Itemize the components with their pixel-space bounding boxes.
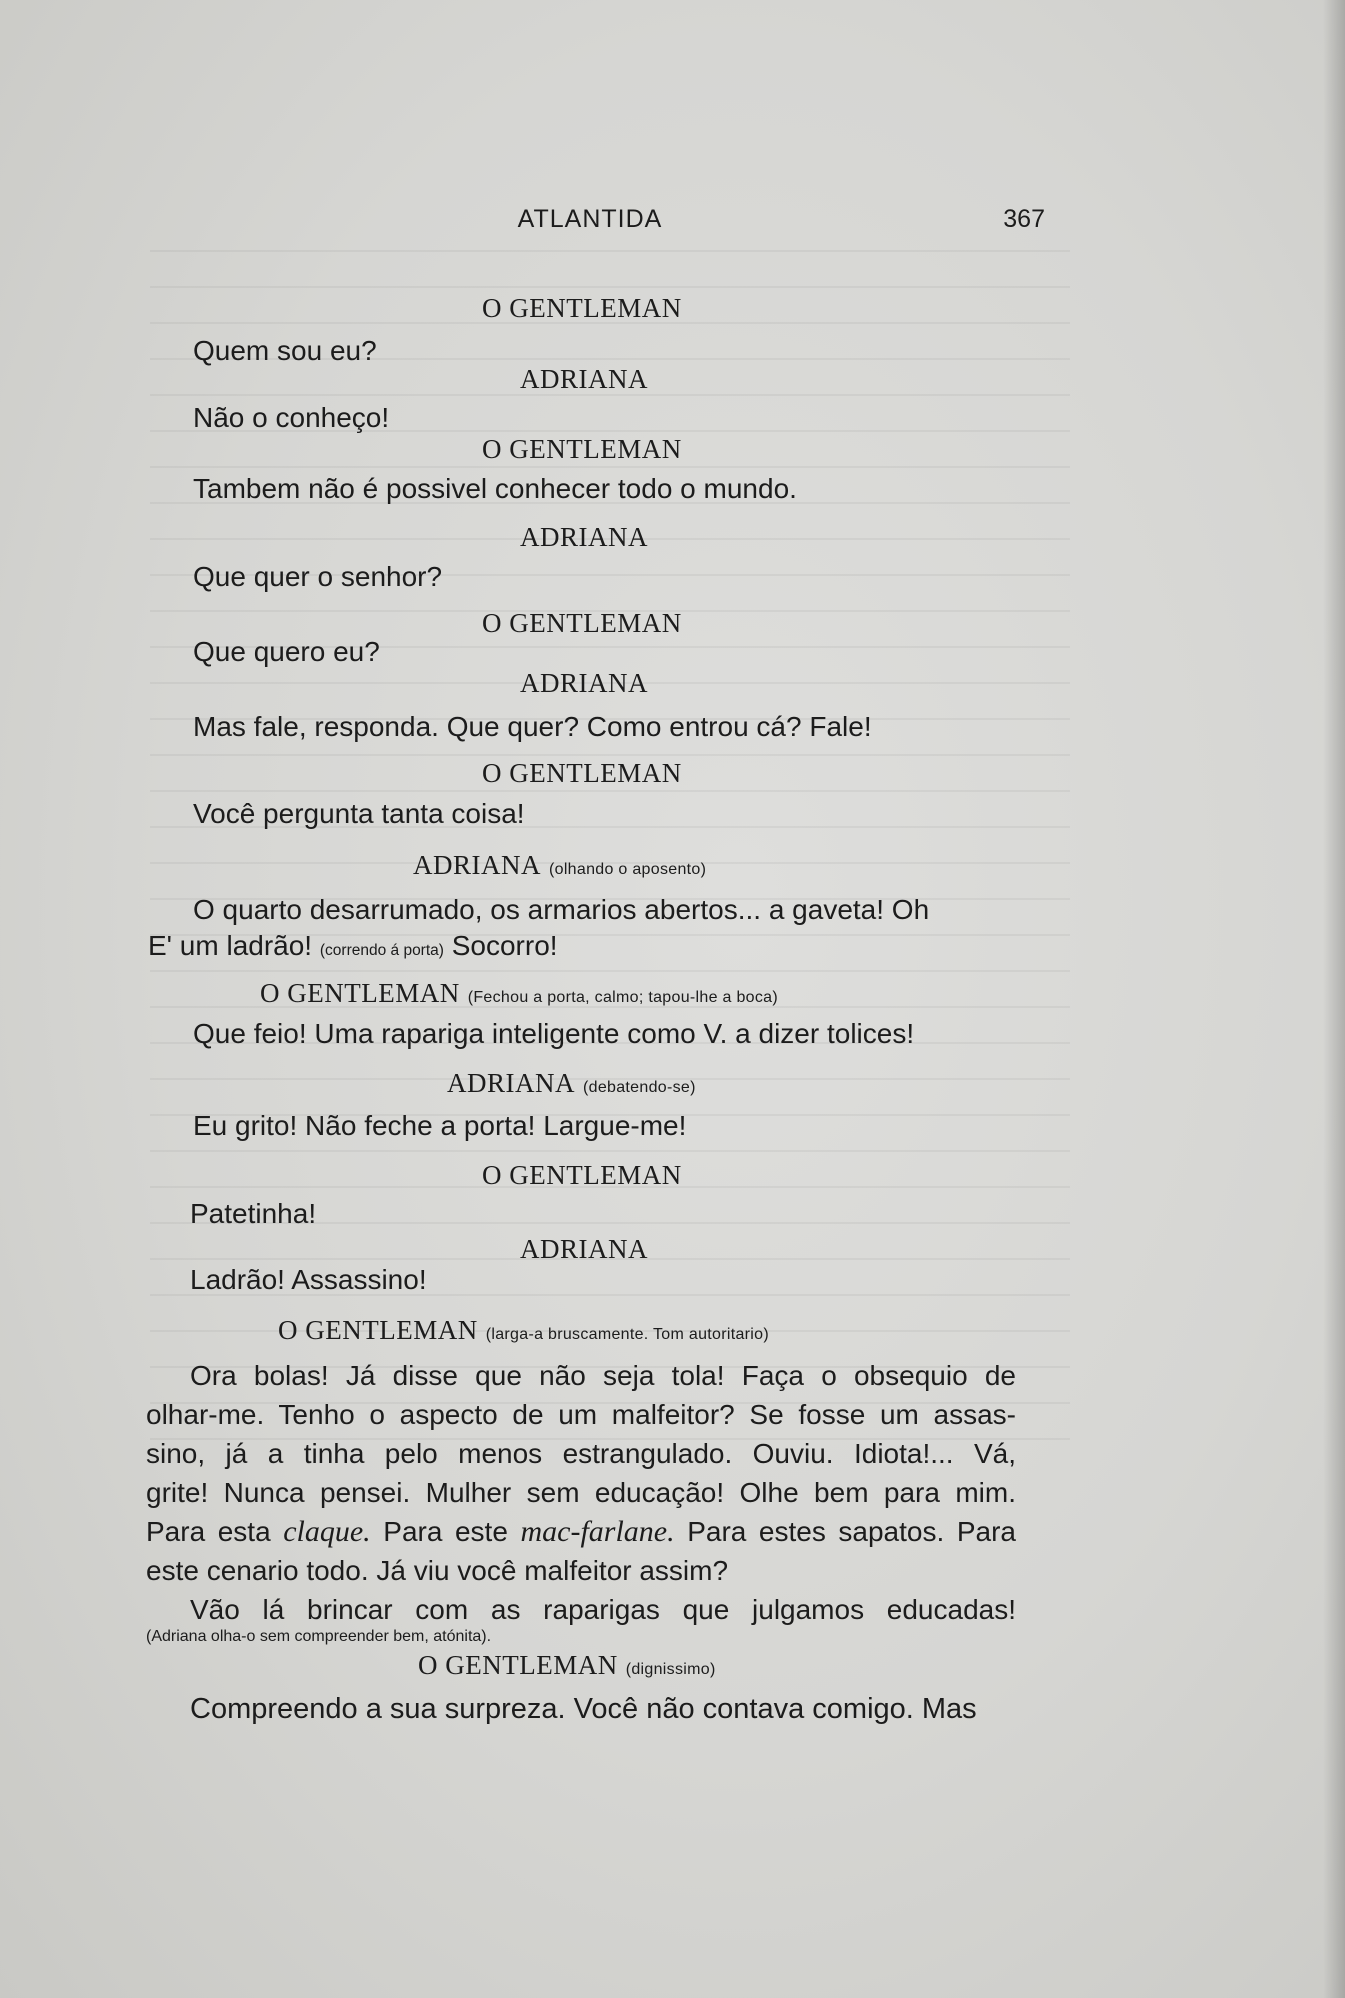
dialogue-line: Mas fale, responda. Que quer? Como entrou cá? Fale! — [193, 711, 872, 742]
speaker-name: O GENTLEMAN — [482, 758, 682, 788]
speaker-name: ADRIANA — [520, 1234, 648, 1264]
stage-direction: (larga-a bruscamente. Tom autoritario) — [485, 1326, 769, 1343]
dialogue-line: Patetinha! — [190, 1198, 317, 1229]
dialogue-line: Eu grito! Não feche a porta! Largue-me! — [193, 1110, 687, 1141]
speaker-name: ADRIANA — [520, 364, 648, 394]
text-line: Vão lá brincar com as raparigas que julgamos educadas! — [190, 1594, 1016, 1625]
text-line — [146, 1512, 1016, 1551]
dialogue-line — [148, 930, 558, 962]
running-header: ATLANTIDA — [517, 205, 663, 233]
dialogue-text: Socorro! — [451, 930, 558, 961]
dialogue-line: Quem sou eu? — [193, 335, 377, 366]
dialogue-line: Você pergunta tanta coisa! — [193, 798, 525, 829]
dialogue-line: Ladrão! Assassino! — [190, 1264, 427, 1295]
speaker-line — [260, 978, 778, 1009]
stage-direction: (Adriana olha-o sem compreender bem, atónita). — [146, 1628, 492, 1645]
italic-term: claque. — [283, 1515, 371, 1548]
text-line: olhar-me. Tenho o aspecto de um malfeitor? Se fosse um assas- — [146, 1399, 1016, 1430]
speaker-line — [413, 850, 706, 881]
stage-direction: (debatendo-se) — [583, 1079, 696, 1096]
speaker-line — [418, 1650, 716, 1681]
speaker-name: ADRIANA — [520, 668, 648, 698]
italic-term: mac-farlane. — [520, 1515, 675, 1548]
speaker-name: O GENTLEMAN — [278, 1315, 478, 1345]
speaker-name: ADRIANA — [413, 850, 541, 880]
speaker-name: O GENTLEMAN — [482, 434, 682, 464]
text-run: Para estes sapatos. Para — [674, 1516, 1016, 1547]
stage-direction: (Fechou a porta, calmo; tapou-lhe a boca) — [467, 989, 778, 1006]
text-run: Para esta — [146, 1516, 284, 1547]
dialogue-line: Compreendo a sua surpreza. Você não contava comigo. Mas — [190, 1693, 977, 1725]
text-line: sino, já a tinha pelo menos estrangulado. Ouviu. Idiota!... Vá, — [146, 1438, 1016, 1469]
dialogue-line: O quarto desarrumado, os armarios abertos... a gaveta! Oh — [193, 894, 930, 925]
speaker-name: O GENTLEMAN — [482, 1160, 682, 1190]
dialogue-line: Tambem não é possivel conhecer todo o mundo. — [193, 473, 797, 504]
dialogue-line: Que feio! Uma rapariga inteligente como V. a dizer tolices! — [193, 1018, 915, 1049]
page-number: 367 — [1003, 205, 1045, 233]
dialogue-line: Que quer o senhor? — [193, 561, 443, 592]
speaker-line — [278, 1315, 769, 1346]
dialogue-text: E' um ladrão! — [148, 930, 313, 961]
speaker-name: ADRIANA — [447, 1068, 575, 1098]
speaker-name: ADRIANA — [520, 522, 648, 552]
page-edge-shadow — [1323, 0, 1345, 1998]
speaker-line — [447, 1068, 696, 1099]
stage-direction: (dignissimo) — [625, 1661, 716, 1678]
text-line: este cenario todo. Já viu você malfeitor assim? — [146, 1555, 729, 1586]
speech-paragraph — [146, 1356, 1016, 1649]
speaker-name: O GENTLEMAN — [418, 1650, 618, 1680]
stage-direction: (correndo á porta) — [319, 942, 444, 959]
text-line: grite! Nunca pensei. Mulher sem educação! Olhe bem para mim. — [146, 1477, 1016, 1508]
dialogue-line: Não o conheço! — [193, 402, 390, 433]
speaker-name: O GENTLEMAN — [482, 293, 682, 323]
stage-direction: (olhando o aposento) — [549, 861, 707, 878]
text-line: Ora bolas! Já disse que não seja tola! Faça o obsequio de — [190, 1360, 1016, 1391]
text-run: Para este — [370, 1516, 521, 1547]
dialogue-line: Que quero eu? — [193, 636, 380, 667]
speaker-name: O GENTLEMAN — [260, 978, 460, 1008]
speaker-name: O GENTLEMAN — [482, 608, 682, 638]
